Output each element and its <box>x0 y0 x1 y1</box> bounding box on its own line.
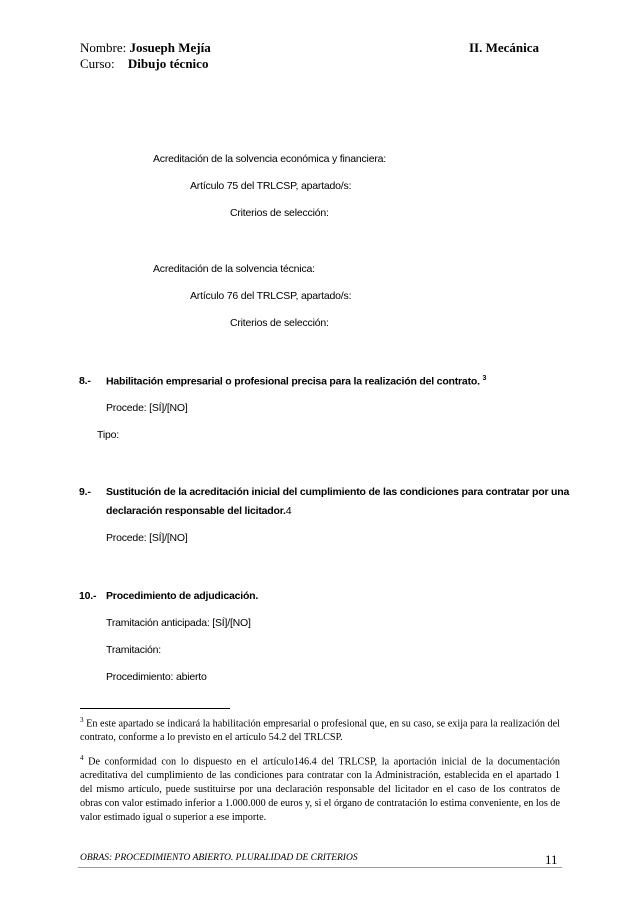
section-9-title-line1: Sustitución de la acreditación inicial del cumplimiento de las condiciones para contratar por una <box>106 486 570 498</box>
solvencia-tecnica-title: Acreditación de la solvencia técnica: <box>153 263 315 275</box>
solvencia-economica-criterios: Criterios de selección: <box>230 207 329 219</box>
footnote-3 <box>80 713 560 745</box>
footnote-4-text: De conformidad con lo dispuesto en el artículo146.4 del TRLCSP, la aportación inicial de la documentación acreditativa del cumplimiento de las condiciones para contratar con la Administración, establecida en el apartado 1 del mismo artículo, puede sustituirse por una declaración responsable del licitador en el caso de los contratos de obras con valor estimado inferior a 1.000.000 de euros y, si el órgano de contratación lo estima conveniente, en los de valor estimado igual o superior a ese importe. <box>80 756 561 824</box>
nombre-line <box>80 40 211 56</box>
footnote-3-text: En este apartado se indicará la habilitación empresarial o profesional que, en su caso, se exija para la realización del contrato, conforme a lo previsto en el artículo 54.2 del TRLCSP. <box>80 718 561 744</box>
section-8-title-text: Habilitación empresarial o profesional precisa para la realización del contrato. <box>106 375 480 388</box>
header-right: II. Mecánica <box>469 40 540 55</box>
section-9-number: 9.- <box>79 486 91 498</box>
nombre-label: Nombre: <box>80 40 127 55</box>
footnote-4 <box>80 751 560 825</box>
solvencia-economica-title: Acreditación de la solvencia económica y financiera: <box>153 153 386 165</box>
footer-text: OBRAS: PROCEDIMIENTO ABIERTO. PLURALIDAD DE CRITERIOS <box>80 853 358 863</box>
curso-value: Dibujo técnico <box>127 56 209 71</box>
section-9-title-text: declaración responsable del licitador. <box>106 505 286 517</box>
solvencia-tecnica-criterios: Criterios de selección: <box>230 317 329 329</box>
section-10-title: Procedimiento de adjudicación. <box>106 590 259 602</box>
footer-rule <box>78 867 562 868</box>
solvencia-tecnica-articulo: Artículo 76 del TRLCSP, apartado/s: <box>190 290 352 302</box>
section-8-title <box>106 375 486 388</box>
section-8-number: 8.- <box>79 375 91 387</box>
page-number: 11 <box>545 852 558 867</box>
section-9-title-line2 <box>106 505 291 517</box>
footnote-ref-3: 3 <box>482 375 487 382</box>
section-10-number: 10.- <box>79 590 97 602</box>
section-8-procede: Procede: [SÍ]/[NO] <box>106 402 188 414</box>
curso-label: Curso: <box>80 56 115 71</box>
section-10-procedimiento: Procedimiento: abierto <box>106 671 207 683</box>
footnote-separator <box>80 708 230 709</box>
footnote-ref-4: 4 <box>285 505 292 517</box>
curso-line <box>80 56 208 72</box>
section-10-anticipada: Tramitación anticipada: [SÍ]/[NO] <box>106 617 251 629</box>
section-10-tramitacion: Tramitación: <box>106 644 161 656</box>
section-8-tipo: Tipo: <box>97 429 119 441</box>
footnote-3-number: 3 <box>80 716 84 724</box>
section-9-procede: Procede: [SÍ]/[NO] <box>106 532 188 544</box>
solvencia-economica-articulo: Artículo 75 del TRLCSP, apartado/s: <box>190 180 352 192</box>
nombre-value: Josueph Mejía <box>129 40 211 55</box>
footnote-4-number: 4 <box>80 754 84 762</box>
